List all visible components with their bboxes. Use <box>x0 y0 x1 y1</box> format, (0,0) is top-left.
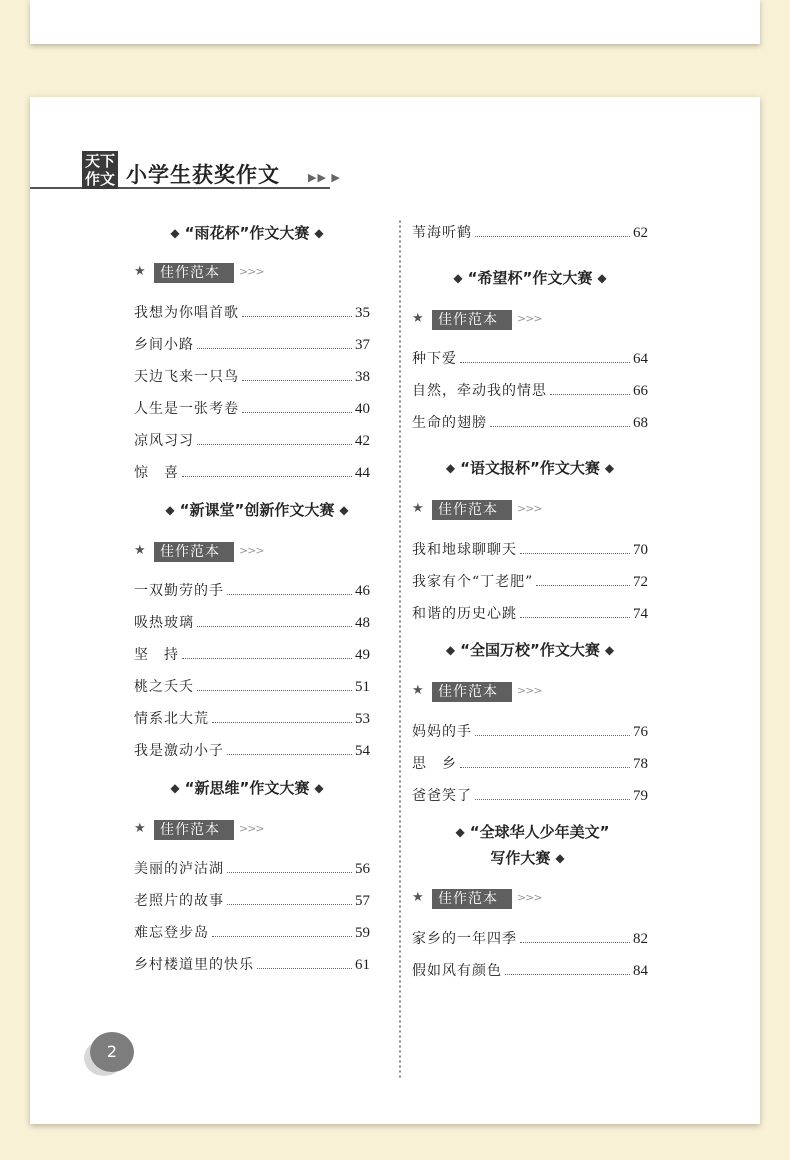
diamond-icon: ◆ <box>339 503 349 517</box>
toc-entry[interactable]: 我是激动小子 54 <box>134 743 370 759</box>
contest-title: “全国万校”作文大赛 <box>460 641 600 659</box>
column-divider <box>397 219 403 1079</box>
diamond-icon: ◆ <box>555 851 565 865</box>
toc-entry[interactable]: 苇海听鹤 62 <box>412 225 648 241</box>
logo-line-2: 作文 <box>84 170 115 188</box>
star-icon: ★ <box>412 890 424 905</box>
contest-heading-yuwenbao <box>412 455 648 481</box>
contest-heading-quanguowanxiao <box>412 637 648 663</box>
toc-entry[interactable]: 和谐的历史心跳 74 <box>412 606 648 622</box>
toc-entry[interactable]: 妈妈的手 76 <box>412 724 648 740</box>
contest-heading-xinsiwei <box>135 775 359 801</box>
chevrons-icon: >>> <box>517 502 542 515</box>
toc-entry[interactable]: 种下爱 64 <box>412 351 648 367</box>
contest-heading-xinketang <box>135 497 379 523</box>
toc-entry[interactable]: 我家有个“丁老肥” 72 <box>412 574 648 590</box>
contest-title: “语文报杯”作文大赛 <box>460 459 600 477</box>
toc-entry[interactable]: 老照片的故事 57 <box>134 893 370 909</box>
chevrons-icon: >>> <box>239 822 264 835</box>
logo-line-1: 天下 <box>84 152 115 170</box>
toc-entry[interactable]: 爸爸笑了 79 <box>412 788 648 804</box>
diamond-icon: ◆ <box>597 271 607 285</box>
chevrons-icon: >>> <box>239 544 264 557</box>
toc-entry[interactable]: 凉风习习 42 <box>134 433 370 449</box>
toc-entry[interactable]: 惊 喜 44 <box>134 465 370 481</box>
toc-entry[interactable]: 我想为你唱首歌 35 <box>134 305 370 321</box>
diamond-icon: ◆ <box>453 271 463 285</box>
section-label: 佳作范本 <box>432 682 512 702</box>
toc-entry[interactable]: 桃之夭夭 51 <box>134 679 370 695</box>
diamond-icon: ◆ <box>445 461 456 475</box>
toc-entry[interactable]: 乡间小路 37 <box>134 337 370 353</box>
chevrons-icon: >>> <box>239 265 264 278</box>
toc-entry[interactable]: 难忘登步岛 59 <box>134 925 370 941</box>
section-label: 佳作范本 <box>432 500 512 520</box>
section-label: 佳作范本 <box>154 263 234 283</box>
contest-title: “希望杯”作文大赛 <box>467 269 593 287</box>
toc-entry[interactable]: 思 乡 78 <box>412 756 648 772</box>
star-icon: ★ <box>412 501 424 516</box>
star-icon: ★ <box>134 821 146 836</box>
diamond-icon: ◆ <box>604 461 615 475</box>
contest-title-line-2: 写作大赛 ◆ <box>412 845 648 871</box>
chevrons-icon: >>> <box>517 312 542 325</box>
toc-entry[interactable]: 假如风有颜色 84 <box>412 963 648 979</box>
chevrons-icon: >>> <box>517 891 542 904</box>
toc-entry[interactable]: 一双勤劳的手 46 <box>134 583 370 599</box>
diamond-icon: ◆ <box>170 781 180 795</box>
toc-entry[interactable]: 坚 持 49 <box>134 647 370 663</box>
diamond-icon: ◆ <box>170 226 180 240</box>
section-label: 佳作范本 <box>154 542 234 562</box>
diamond-icon: ◆ <box>455 825 465 839</box>
toc-entry[interactable]: 人生是一张考卷 40 <box>134 401 370 417</box>
contest-title: “新课堂”创新作文大赛 <box>179 501 335 519</box>
toc-entry[interactable]: 吸热玻璃 48 <box>134 615 370 631</box>
toc-entry[interactable]: 情系北大荒 53 <box>134 711 370 727</box>
star-icon: ★ <box>412 311 424 326</box>
toc-entry[interactable]: 乡村楼道里的快乐 61 <box>134 957 370 973</box>
contest-title-line-1: ◆ “全球华人少年美文” <box>412 819 648 845</box>
toc-entry[interactable]: 天边飞来一只鸟 38 <box>134 369 370 385</box>
section-label: 佳作范本 <box>432 889 512 909</box>
book-title: 小学生获奖作文 <box>126 162 280 187</box>
toc-entry[interactable]: 我和地球聊聊天 70 <box>412 542 648 558</box>
previous-page-edge <box>30 0 760 44</box>
toc-entry[interactable]: 美丽的泸沽湖 56 <box>134 861 370 877</box>
diamond-icon: ◆ <box>314 226 324 240</box>
toc-page <box>30 97 760 1124</box>
diamond-icon: ◆ <box>314 781 324 795</box>
diamond-icon: ◆ <box>165 503 175 517</box>
star-icon: ★ <box>134 264 146 279</box>
star-icon: ★ <box>412 683 424 698</box>
star-icon: ★ <box>134 543 146 558</box>
contest-heading-xiwang <box>412 265 648 291</box>
contest-heading-yuhua <box>135 220 359 246</box>
toc-entry[interactable]: 家乡的一年四季 82 <box>412 931 648 947</box>
page-number: 2 <box>106 1042 118 1061</box>
diamond-icon: ◆ <box>445 643 456 657</box>
section-label: 佳作范本 <box>432 310 512 330</box>
contest-title: “雨花杯”作文大赛 <box>184 224 310 242</box>
header-arrows-icon: ▶▶ ▶ <box>308 171 341 184</box>
toc-entry[interactable]: 自然，牵动我的情思 66 <box>412 383 648 399</box>
contest-heading-quanqiuhuaren <box>412 819 648 871</box>
contest-title: “新思维”作文大赛 <box>184 779 310 797</box>
section-label: 佳作范本 <box>154 820 234 840</box>
chevrons-icon: >>> <box>517 684 542 697</box>
diamond-icon: ◆ <box>604 643 615 657</box>
toc-entry[interactable]: 生命的翅膀 68 <box>412 415 648 431</box>
series-logo <box>82 151 118 189</box>
